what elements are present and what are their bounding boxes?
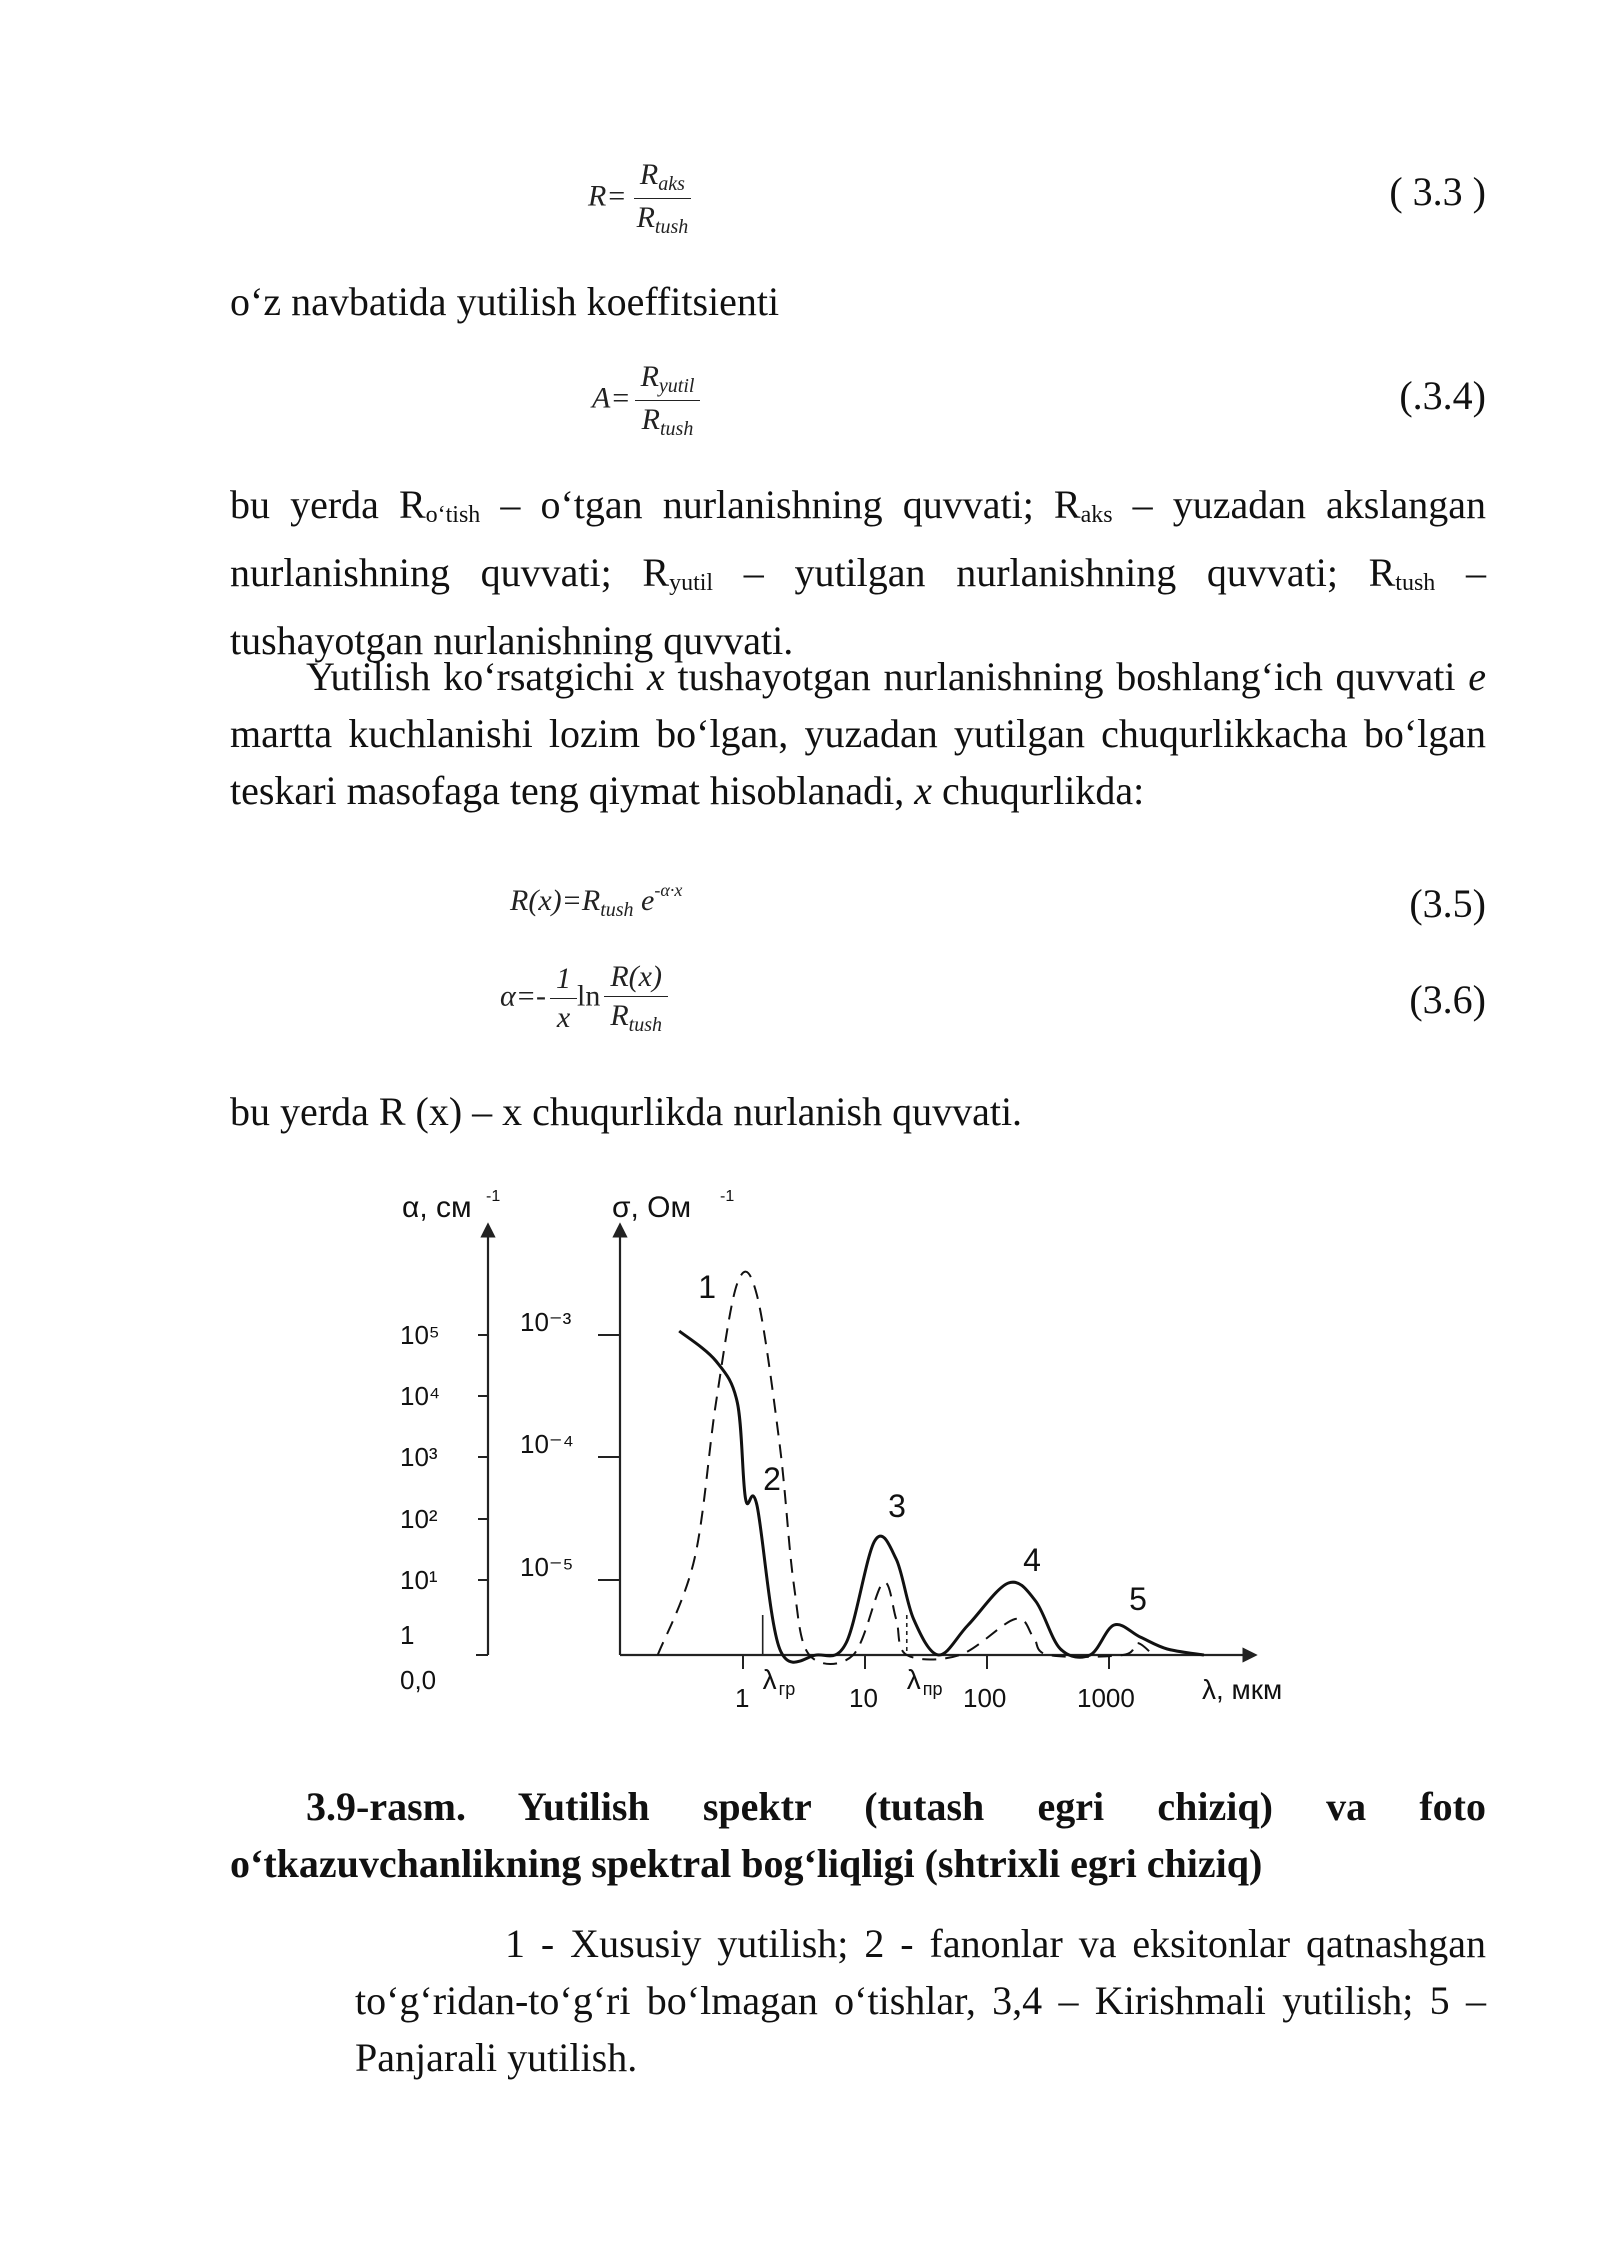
p2-sub-3: yutil [669, 570, 714, 596]
eq35-sub: tush [600, 899, 634, 921]
lambda-marker-sub: пр [922, 1679, 943, 1699]
p3-var-e: e [1468, 654, 1487, 699]
left-tick-label: 1 [400, 1620, 415, 1650]
eq35-exp: -α·x [654, 880, 683, 900]
curve-label: 3 [888, 1488, 906, 1524]
equation-number-3-3: ( 3.3 ) [1389, 169, 1486, 214]
equation-3-4 [592, 360, 700, 441]
eq33-num-sub: aks [658, 173, 685, 195]
p3-text-c: martta kuchlanishi lozim bo‘lgan, yuzadan yutilgan chuqurlikkacha bo‘lgan teskari masofaga teng qiymat hisoblanadi, [230, 711, 1486, 813]
eq36-ln: ln [576, 979, 601, 1013]
equation-3-3 [588, 158, 694, 239]
p2-text-b: – o‘tgan nurlanishning quvvati; R [480, 482, 1081, 527]
figure-3-9 [390, 1175, 1320, 1735]
lambda-marker-sub: гр [778, 1679, 796, 1699]
p3-var-x2: x [914, 768, 933, 813]
eq36-frac1-den: x [556, 1001, 571, 1034]
eq36-frac2-den-sub: tush [628, 1014, 662, 1036]
mid-tick-label: 10⁻⁴ [520, 1429, 574, 1459]
equation-number-3-4: (.3.4) [1399, 373, 1486, 418]
p2-sub-1: o‘tish [425, 502, 481, 528]
eq36-lhs: α=- [500, 979, 546, 1013]
legend-text: 1 - Xususiy yutilish; 2 - fanonlar va eksitonlar qatnashgan to‘g‘ridan-to‘g‘ri bo‘lmagan o‘tishlar, 3,4 – Kirishmali yutilish; 5 – Panjarali yutilish. [355, 1921, 1486, 2080]
paragraph-1: o‘z navbatida yutilish koeffitsienti [230, 279, 780, 324]
left-axis-label-sup: -1 [486, 1188, 501, 1205]
p2-text-c: – yuzadan akslangan nurlanishning quvvati; R [230, 482, 1486, 595]
curve-label: 2 [763, 1461, 781, 1497]
p3-text-a: Yutilish ko‘rsatgichi [306, 654, 647, 699]
eq34-den: R [641, 403, 660, 436]
p3-text-b: tushayotgan nurlanishning boshlang‘ich quvvati [664, 654, 1469, 699]
mid-tick-label: 10⁻⁵ [520, 1552, 574, 1582]
left-tick-label: 10² [400, 1504, 438, 1534]
lambda-marker-label: λ [906, 1664, 921, 1695]
eq36-fraction-1 [550, 962, 577, 1035]
equation-number-3-6: (3.6) [1409, 977, 1486, 1022]
mid-axis-label: σ, Ом [612, 1191, 692, 1224]
p2-text-d: – yutilgan nurlanishning quvvati; R [713, 550, 1396, 595]
eq33-fraction [631, 158, 695, 239]
p3-text-d: chuqurlikda: [932, 768, 1145, 813]
left-tick-label: 10⁴ [400, 1381, 441, 1411]
paragraph-2 [230, 476, 1486, 669]
x-tick-label: 1 [735, 1683, 750, 1713]
figure-caption: 3.9-rasm. Yutilish spektr (tutash egri chiziq) va foto o‘tkazuvchanlikning spektral bog‘liqligi (shtrixli egri chiziq) [230, 1784, 1486, 1886]
mid-axis-label-sup: -1 [720, 1188, 735, 1205]
eq36-frac2-num: R(x) [604, 960, 668, 997]
p2-sub-4: tush [1395, 570, 1436, 596]
eq33-lhs: R [588, 179, 607, 213]
eq35-exp-base: e [641, 884, 655, 917]
eq34-den-sub: tush [660, 418, 694, 440]
x-axis-label: λ, мкм [1202, 1674, 1283, 1705]
figure-legend [355, 1915, 1486, 2086]
absorption-curve [679, 1331, 1204, 1662]
eq36-frac2-den: R [610, 999, 629, 1032]
spectrum-chart [390, 1175, 1320, 1735]
left-tick-label: 0,0 [400, 1665, 437, 1695]
p2-text-a: bu yerda R [230, 482, 426, 527]
left-tick-label: 10⁵ [400, 1320, 440, 1350]
x-tick-label: 10 [849, 1683, 878, 1713]
eq33-num: R [639, 158, 659, 191]
paragraph-4: bu yerda R (x) – x chuqurlikda nurlanish quvvati. [230, 1089, 1023, 1134]
left-axis-label: α, см [402, 1191, 472, 1224]
eq36-frac1-num: 1 [550, 962, 577, 999]
x-tick-label: 100 [963, 1683, 1007, 1713]
lambda-marker-label: λ [762, 1664, 777, 1695]
eq35-main: R(x)=R [510, 884, 601, 917]
mid-tick-label: 10⁻³ [520, 1307, 572, 1337]
eq33-equals: = [606, 179, 627, 213]
curve-label: 1 [698, 1269, 717, 1305]
equation-3-6 [500, 960, 668, 1037]
p3-var-x: x [646, 654, 665, 699]
curve-label: 5 [1129, 1581, 1147, 1617]
p2-text-e: – tushayotgan nurlanishning quvvati. [230, 550, 1486, 663]
eq33-den: R [636, 201, 655, 234]
p2-sub-2: aks [1080, 502, 1113, 528]
paragraph-3 [230, 648, 1486, 819]
x-tick-label: 1000 [1077, 1683, 1135, 1713]
left-tick-label: 10¹ [400, 1565, 438, 1595]
equation-3-5 [510, 880, 682, 922]
eq34-lhs: A [592, 381, 611, 415]
eq34-num: R [640, 360, 659, 393]
eq34-num-sub: yutil [658, 375, 695, 397]
eq34-equals: = [610, 381, 631, 415]
eq36-fraction-2 [604, 960, 668, 1037]
eq34-fraction [635, 360, 701, 441]
photoconductivity-curve [658, 1272, 1153, 1664]
eq33-den-sub: tush [654, 216, 689, 238]
left-tick-label: 10³ [400, 1442, 438, 1472]
curve-label: 4 [1023, 1542, 1041, 1578]
equation-number-3-5: (3.5) [1409, 881, 1486, 926]
